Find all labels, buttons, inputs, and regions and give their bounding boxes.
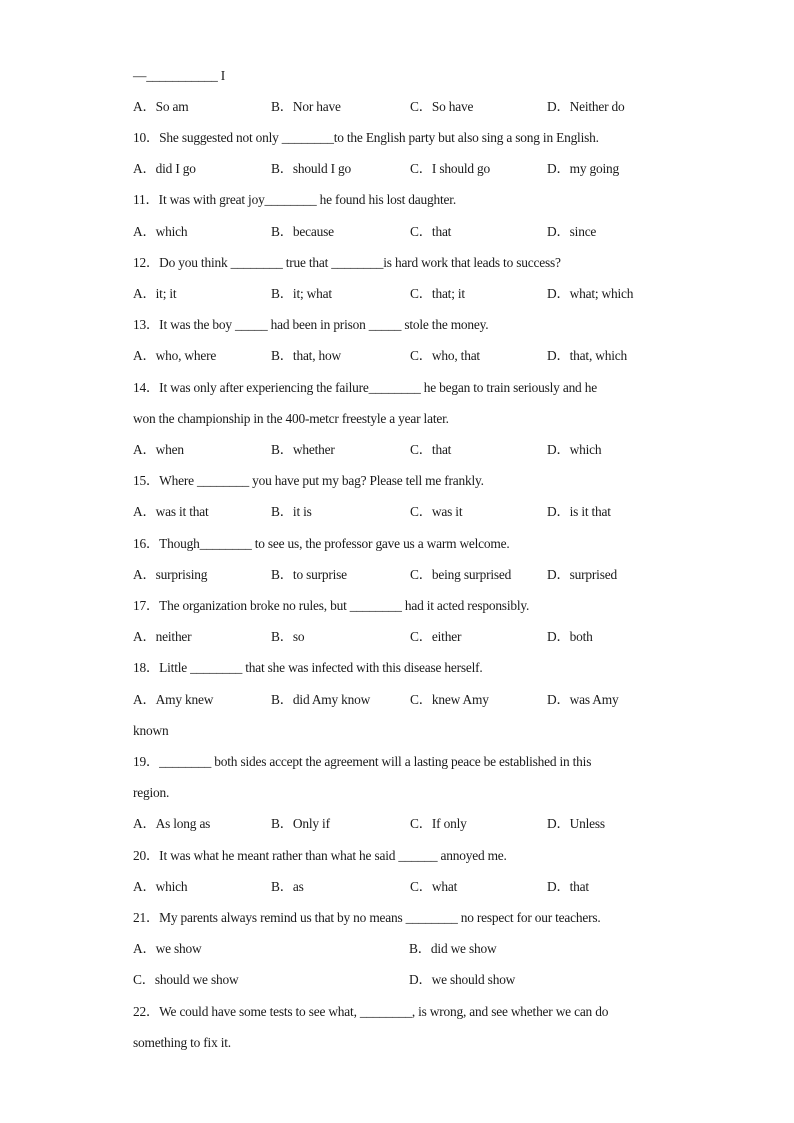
option-a[interactable]: A．when (133, 442, 184, 457)
option-b[interactable]: B．Nor have (271, 99, 341, 114)
option-a[interactable]: A．was it that (133, 504, 209, 519)
question-18-stem: 18．Little ________ that she was infected with this disease herself. (133, 660, 483, 675)
question-21-stem: 21．My parents always remind us that by no means ________ no respect for our teachers. (133, 910, 601, 925)
option-b[interactable]: B．whether (271, 442, 335, 457)
question-16-stem: 16．Though________ to see us, the professor gave us a warm welcome. (133, 536, 510, 551)
option-d[interactable]: D．which (547, 442, 602, 457)
question-19-options (133, 814, 654, 834)
option-b[interactable]: B．did Amy know (271, 692, 371, 707)
option-d[interactable]: D．both (547, 629, 593, 644)
option-c[interactable]: C．that (410, 442, 452, 457)
question-9-tail: —___________ I (133, 68, 226, 83)
option-c[interactable]: C．who, that (410, 348, 480, 363)
option-a[interactable]: A．surprising (133, 567, 208, 582)
option-a[interactable]: A．did I go (133, 161, 196, 176)
question-14-options (133, 440, 654, 460)
question-18-option-d-wrap: known (133, 723, 169, 738)
option-d[interactable]: D．surprised (547, 567, 617, 582)
question-12-stem: 12．Do you think ________ true that ________is hard work that leads to success? (133, 255, 561, 270)
option-c[interactable]: C．that (410, 224, 452, 239)
option-d[interactable]: D．Unless (547, 816, 605, 831)
option-b[interactable]: B．should I go (271, 161, 351, 176)
question-17-stem: 17．The organization broke no rules, but ________ had it acted responsibly. (133, 598, 530, 613)
option-a[interactable]: A．As long as (133, 816, 211, 831)
option-b[interactable]: B．so (271, 629, 305, 644)
option-c[interactable]: C．that; it (410, 286, 465, 301)
option-a[interactable]: A．neither (133, 629, 192, 644)
question-10-options (133, 159, 654, 179)
option-d[interactable]: D．Neither do (547, 99, 625, 114)
question-19-stem-line-2: region. (133, 785, 170, 800)
option-c[interactable]: C．what (410, 879, 458, 894)
option-a[interactable]: A．So am (133, 99, 189, 114)
option-a[interactable]: A．which (133, 879, 188, 894)
option-a[interactable]: A．Amy knew (133, 692, 214, 707)
option-b[interactable]: B．did we show (409, 941, 497, 956)
question-11-options (133, 222, 654, 242)
option-c[interactable]: C．knew Amy (410, 692, 489, 707)
question-16-options (133, 565, 654, 585)
question-22-stem-line-2: something to fix it. (133, 1035, 231, 1050)
question-14-stem-line-1: 14．It was only after experiencing the failure________ he began to train seriously and he (133, 380, 597, 395)
option-c[interactable]: C．either (410, 629, 462, 644)
option-a[interactable]: A．we show (133, 941, 202, 956)
option-c[interactable]: C．should we show (133, 972, 239, 987)
question-13-stem: 13．It was the boy _____ had been in prison _____ stole the money. (133, 317, 489, 332)
option-b[interactable]: B．that, how (271, 348, 341, 363)
option-b[interactable]: B．to surprise (271, 567, 347, 582)
option-a[interactable]: A．which (133, 224, 188, 239)
question-15-stem: 15．Where ________ you have put my bag? Please tell me frankly. (133, 473, 484, 488)
question-21-options-row-2 (133, 970, 654, 990)
option-c[interactable]: C．being surprised (410, 567, 512, 582)
option-a[interactable]: A．who, where (133, 348, 217, 363)
option-a[interactable]: A．it; it (133, 286, 177, 301)
question-13-options (133, 346, 654, 366)
question-18-options (133, 690, 654, 710)
option-c[interactable]: C．was it (410, 504, 463, 519)
option-d[interactable]: D．that (547, 879, 589, 894)
option-c[interactable]: C．I should go (410, 161, 490, 176)
option-b[interactable]: B．it; what (271, 286, 332, 301)
option-d[interactable]: D．that, which (547, 348, 627, 363)
question-14-stem-line-2: won the championship in the 400-metcr freestyle a year later. (133, 411, 449, 426)
question-20-stem: 20．It was what he meant rather than what he said ______ annoyed me. (133, 848, 507, 863)
question-12-options (133, 284, 654, 304)
option-b[interactable]: B．as (271, 879, 304, 894)
question-9-options (133, 97, 654, 117)
option-d[interactable]: D．we should show (409, 972, 516, 987)
question-21-options-row-1 (133, 939, 654, 959)
question-20-options (133, 877, 654, 897)
option-b[interactable]: B．because (271, 224, 334, 239)
question-22-stem-line-1: 22．We could have some tests to see what, ________, is wrong, and see whether we can do (133, 1004, 609, 1019)
option-d[interactable]: D．was Amy (547, 692, 619, 707)
option-d[interactable]: D．what; which (547, 286, 634, 301)
option-d[interactable]: D．since (547, 224, 597, 239)
option-d[interactable]: D．is it that (547, 504, 611, 519)
question-19-stem-line-1: 19．________ both sides accept the agreement will a lasting peace be established in this (133, 754, 592, 769)
option-c[interactable]: C．If only (410, 816, 467, 831)
question-10-stem: 10．She suggested not only ________to the English party but also sing a song in English. (133, 130, 599, 145)
option-b[interactable]: B．it is (271, 504, 312, 519)
question-15-options (133, 502, 654, 522)
question-17-options (133, 627, 654, 647)
option-b[interactable]: B．Only if (271, 816, 330, 831)
question-11-stem: 11．It was with great joy________ he found his lost daughter. (133, 192, 456, 207)
option-c[interactable]: C．So have (410, 99, 474, 114)
option-d[interactable]: D．my going (547, 161, 620, 176)
